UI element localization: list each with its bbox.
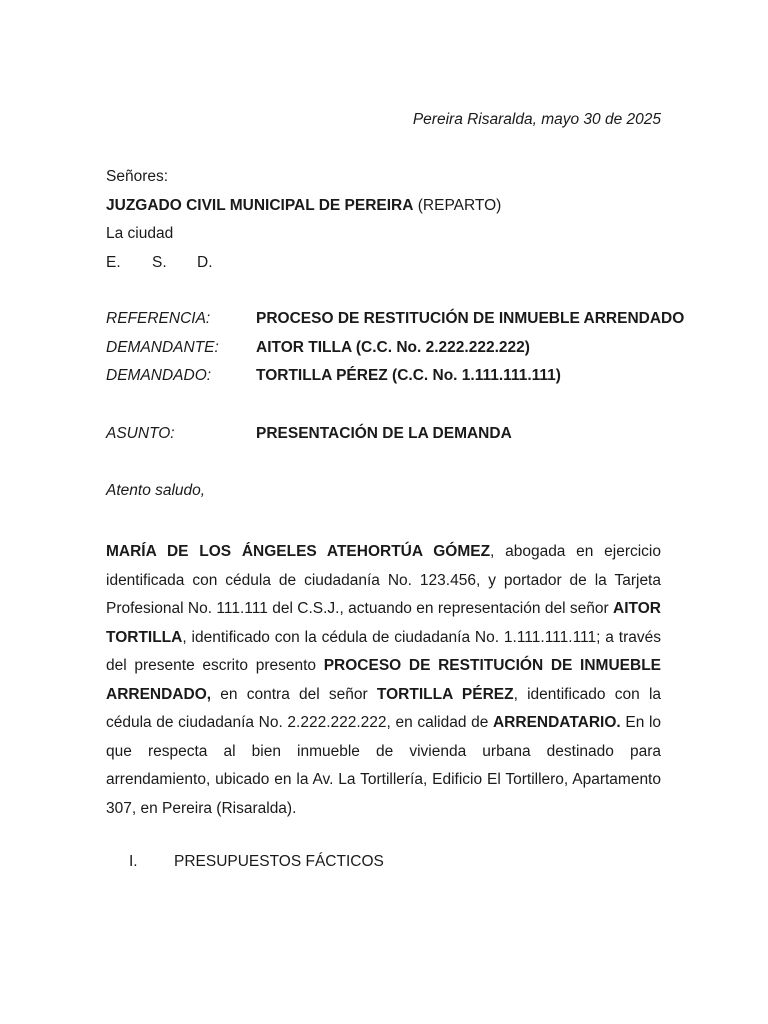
plaintiff-value: AITOR TILLA (C.C. No. 2.222.222.222) xyxy=(256,339,530,356)
body-text-3: en contra del señor xyxy=(211,685,377,703)
subject-value: PRESENTACIÓN DE LA DEMANDA xyxy=(256,425,512,442)
court-line xyxy=(106,196,501,216)
defendant-label: DEMANDADO: xyxy=(106,367,212,384)
esd-e: E. xyxy=(106,254,121,271)
process-name: PROCESO DE RESTITUCIÓN DE INMUEBLE ARRENDADO, xyxy=(106,657,661,703)
role-name: ARRENDATARIO. xyxy=(492,714,621,731)
body-text-5: En lo que respecta al bien inmueble de vivienda urbana destinado para arrendamiento, ubicado en la Av. La Tortillería, Edificio El Tortillero, Apartamento 307, en Pereira (Risaralda). xyxy=(106,714,662,817)
court-name: JUZGADO CIVIL MUNICIPAL DE PEREIRA xyxy=(106,197,414,214)
defendant-name: TORTILLA PÉREZ xyxy=(376,685,514,703)
greeting: Atento saludo, xyxy=(106,482,206,499)
court-suffix: (REPARTO) xyxy=(413,197,502,214)
city-line: La ciudad xyxy=(106,225,174,242)
reference-label: REFERENCIA: xyxy=(106,310,211,327)
client-name: AITOR TORTILLA xyxy=(106,600,661,646)
defendant-value: TORTILLA PÉREZ (C.C. No. 1.111.111.111) xyxy=(256,367,561,384)
lawyer-name: MARÍA DE LOS ÁNGELES ATEHORTÚA GÓMEZ xyxy=(106,543,491,560)
reference-value: PROCESO DE RESTITUCIÓN DE INMUEBLE ARRENDADO xyxy=(256,310,685,327)
subject-label: ASUNTO: xyxy=(106,425,175,442)
plaintiff-label: DEMANDANTE: xyxy=(106,339,219,356)
body-paragraph xyxy=(106,538,661,823)
body-text-4: , identificado con la cédula de ciudadanía No. 2.222.222.222, en calidad de xyxy=(106,685,662,731)
body-text-1: , abogada en ejercicio identificada con cédula de ciudadanía No. 123.456, y portador de la Tarjeta Profesional No. 111.111 del C.S.J., actuando en representación del señor xyxy=(106,543,661,617)
body-text-2: , identificado con la cédula de ciudadanía No. 1.111.111.111; a través del presente escrito presento xyxy=(106,628,661,674)
section-title: PRESUPUESTOS FÁCTICOS xyxy=(174,853,384,870)
date-line: Pereira Risaralda, mayo 30 de 2025 xyxy=(412,111,661,128)
esd-s: S. xyxy=(152,254,167,271)
section-number: I. xyxy=(129,853,138,870)
salutation: Señores: xyxy=(106,168,169,185)
esd-d: D. xyxy=(197,254,213,271)
